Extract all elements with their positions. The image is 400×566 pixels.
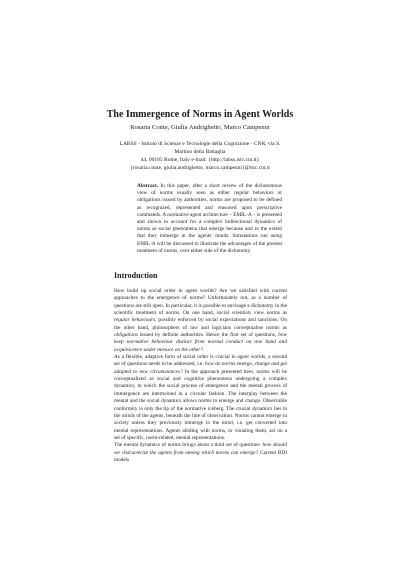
paper-title: The Immergence of Norms in Agent Worlds	[106, 109, 294, 120]
emphasis-text: how should we characterize the agents from among which norms can emerge?	[114, 442, 287, 456]
emphasis-text: how do norms emerge, change and get adapted to new circumstances?	[114, 361, 287, 375]
affiliation-block	[118, 140, 282, 172]
emphasis-text: obligations	[114, 332, 138, 339]
paragraph-2	[114, 354, 287, 442]
paragraph-text: The mental dynamics of norms brings about a third set of questions:	[114, 442, 261, 449]
paragraph-1	[114, 288, 287, 354]
paragraph-text: As a flexible, adaptive form of social order is crucial in agent worlds, a second set of questions needs to be addressed, i.e.	[114, 354, 287, 368]
paragraph-3	[114, 442, 287, 464]
section-heading: Introduction	[114, 271, 158, 280]
paragraph-text: possibly enforced by social expectations and sanctions. On the other hand, philosophers of law and logicians conceptualise norms as	[114, 317, 287, 331]
abstract	[137, 183, 282, 255]
affiliation-emails: {rosaria.conte, giulia.andrighetto, marco.campenni}@istc.cnr.it	[130, 165, 270, 171]
abstract-label: Abstract.	[137, 183, 159, 189]
paragraph-text: Current BDI models	[114, 449, 287, 463]
affiliation-line-2: 44, 00185 Rome, Italy e-mail: {http://labss.istc.cnr.it}	[140, 157, 260, 163]
body-text	[114, 288, 287, 464]
paper-authors: Rosaria Conte, Giulia Andrighetto, Marco Campenni	[130, 124, 270, 131]
emphasis-text: regular behaviours,	[114, 317, 157, 324]
paragraph-text: In the approach presented here, norms will be conceptualized as social and cognitive phenomena undergoing a complex dynamics, in which the social process of emergence and the mental process of immergence are intertwined in a circular fashion. The interplay between the mental and the social dynamics allows norms to emerge and change. Observable conformity is only the tip of the normative iceberg. The crucial dynamics lies in the minds of the agents, beneath the line of observation. Norms cannot emerge in society unless they previously immerge in the mind, i.e. get converted into mental representations. Agents abiding with norms, or violating them, act on a set of specific, norm-related, mental representations.	[114, 368, 287, 441]
affiliation-line-1: LABSS - Istituto di Scienze e Tecnologie della Cognizione - CNR, via S. Martino della Battaglia	[119, 141, 281, 155]
abstract-text: In this paper, after a short review of the dichotomous view of norms usually seen as either regular behaviors or obligations issued by authorities, norms are proposed to be defined as recognized, represented and reasoned upon prescriptive commands. A normative agent architecture – EMIL-A – is presented and shown to account for a complex bidirectional dynamics of norms as social phenomena that emerge because and to the extent that they immerge in the agents' minds. Simulations run using EMIL-A will be discussed to illustrate the advantages of the present treatment of norms, over either side of the dichotomy.	[137, 183, 282, 254]
paragraph-text: issued by definite authorities. Hence the first set of questions,	[139, 332, 277, 339]
emphasis-text: how keep normative behaviour distinct from normal conduct on one hand and acquiescence under menace on the other?	[114, 332, 288, 353]
paragraph-text: How build up social order in agent worlds? Are we satisfied with current approaches to the emergence of norms? Unfortunately not, as a number of questions are still open. In particular, it is possible to envisage a dichotomy in the scientific treatment of norms. On one hand, social scientists view norms as	[114, 288, 287, 317]
